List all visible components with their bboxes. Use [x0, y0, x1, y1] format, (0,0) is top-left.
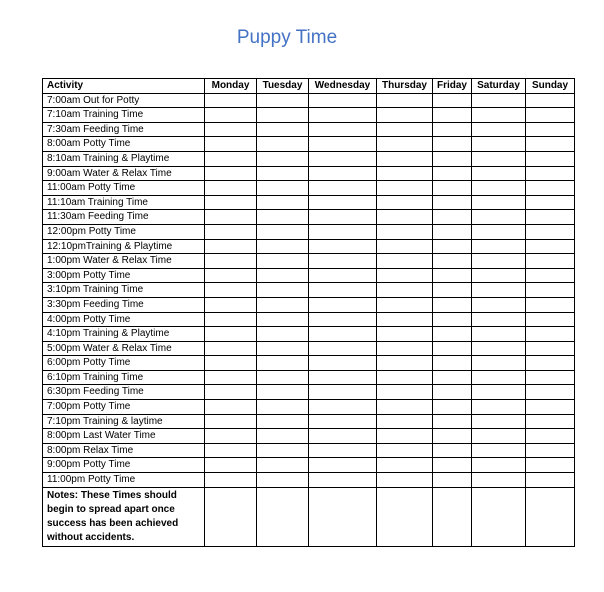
day-cell[interactable] — [433, 370, 472, 385]
day-header-thursday: Thursday — [377, 79, 433, 94]
day-cell[interactable] — [433, 443, 472, 458]
day-cell[interactable] — [257, 429, 309, 444]
day-cell[interactable] — [472, 195, 526, 210]
day-cell[interactable] — [257, 210, 309, 225]
day-cell[interactable] — [433, 93, 472, 108]
activity-cell: 12:00pm Potty Time — [43, 224, 205, 239]
schedule-table — [42, 78, 575, 547]
day-cell[interactable] — [433, 400, 472, 415]
day-cell[interactable] — [205, 254, 257, 269]
day-cell[interactable] — [309, 370, 377, 385]
day-cell[interactable] — [377, 224, 433, 239]
activity-cell: 11:00pm Potty Time — [43, 473, 205, 488]
day-cell[interactable] — [526, 254, 575, 269]
day-cell[interactable] — [257, 385, 309, 400]
activity-cell: 6:00pm Potty Time — [43, 356, 205, 371]
day-cell[interactable] — [257, 195, 309, 210]
day-cell[interactable] — [205, 341, 257, 356]
day-cell[interactable] — [433, 414, 472, 429]
day-cell[interactable] — [309, 151, 377, 166]
day-cell[interactable] — [377, 312, 433, 327]
day-cell[interactable] — [433, 166, 472, 181]
day-cell[interactable] — [526, 137, 575, 152]
day-cell[interactable] — [309, 268, 377, 283]
day-cell[interactable] — [205, 137, 257, 152]
day-cell[interactable] — [472, 254, 526, 269]
day-cell[interactable] — [257, 93, 309, 108]
activity-cell: 8:00am Potty Time — [43, 137, 205, 152]
day-header-friday: Friday — [433, 79, 472, 94]
day-cell[interactable] — [309, 487, 377, 546]
day-cell[interactable] — [309, 473, 377, 488]
day-cell[interactable] — [526, 487, 575, 546]
day-cell[interactable] — [309, 327, 377, 342]
day-cell[interactable] — [205, 108, 257, 123]
day-cell[interactable] — [309, 239, 377, 254]
day-header-wednesday: Wednesday — [309, 79, 377, 94]
table-row — [43, 385, 575, 400]
day-cell[interactable] — [377, 239, 433, 254]
day-cell[interactable] — [257, 341, 309, 356]
day-cell[interactable] — [526, 195, 575, 210]
table-row — [43, 181, 575, 196]
day-cell[interactable] — [257, 327, 309, 342]
table-row — [43, 429, 575, 444]
day-cell[interactable] — [309, 195, 377, 210]
day-cell[interactable] — [205, 356, 257, 371]
day-cell[interactable] — [526, 108, 575, 123]
table-row — [43, 458, 575, 473]
day-cell[interactable] — [433, 385, 472, 400]
day-cell[interactable] — [433, 151, 472, 166]
day-cell[interactable] — [433, 239, 472, 254]
day-cell[interactable] — [433, 283, 472, 298]
day-cell[interactable] — [257, 239, 309, 254]
day-cell[interactable] — [309, 312, 377, 327]
day-cell[interactable] — [377, 151, 433, 166]
day-cell[interactable] — [377, 108, 433, 123]
day-cell[interactable] — [433, 254, 472, 269]
day-cell[interactable] — [377, 458, 433, 473]
day-cell[interactable] — [257, 458, 309, 473]
day-cell[interactable] — [309, 122, 377, 137]
day-cell[interactable] — [472, 239, 526, 254]
day-cell[interactable] — [526, 414, 575, 429]
day-cell[interactable] — [526, 166, 575, 181]
day-cell[interactable] — [205, 312, 257, 327]
activity-cell: 8:00pm Last Water Time — [43, 429, 205, 444]
activity-cell: 9:00pm Potty Time — [43, 458, 205, 473]
day-cell[interactable] — [472, 429, 526, 444]
day-cell[interactable] — [205, 327, 257, 342]
day-cell[interactable] — [526, 473, 575, 488]
day-cell[interactable] — [257, 137, 309, 152]
day-cell[interactable] — [433, 312, 472, 327]
activity-cell: 3:00pm Potty Time — [43, 268, 205, 283]
day-cell[interactable] — [205, 370, 257, 385]
day-cell[interactable] — [526, 93, 575, 108]
day-cell[interactable] — [309, 137, 377, 152]
day-cell[interactable] — [526, 297, 575, 312]
day-cell[interactable] — [205, 414, 257, 429]
day-cell[interactable] — [205, 283, 257, 298]
table-row — [43, 370, 575, 385]
day-cell[interactable] — [309, 356, 377, 371]
activity-cell: 7:00pm Potty Time — [43, 400, 205, 415]
day-cell[interactable] — [526, 224, 575, 239]
day-cell[interactable] — [433, 487, 472, 546]
day-cell[interactable] — [472, 385, 526, 400]
table-row — [43, 414, 575, 429]
day-cell[interactable] — [472, 181, 526, 196]
day-cell[interactable] — [205, 151, 257, 166]
day-cell[interactable] — [377, 297, 433, 312]
day-cell[interactable] — [433, 341, 472, 356]
day-cell[interactable] — [377, 356, 433, 371]
table-row — [43, 297, 575, 312]
activity-cell: 7:00am Out for Potty — [43, 93, 205, 108]
day-cell[interactable] — [472, 327, 526, 342]
day-cell[interactable] — [257, 254, 309, 269]
day-cell[interactable] — [257, 297, 309, 312]
day-cell[interactable] — [257, 414, 309, 429]
day-cell[interactable] — [472, 414, 526, 429]
day-cell[interactable] — [526, 283, 575, 298]
day-cell[interactable] — [433, 210, 472, 225]
table-row — [43, 122, 575, 137]
day-cell[interactable] — [205, 385, 257, 400]
day-cell[interactable] — [526, 400, 575, 415]
schedule-body — [43, 93, 575, 546]
day-cell[interactable] — [526, 122, 575, 137]
day-cell[interactable] — [257, 108, 309, 123]
day-cell[interactable] — [433, 268, 472, 283]
day-cell[interactable] — [377, 166, 433, 181]
day-cell[interactable] — [205, 429, 257, 444]
table-row — [43, 327, 575, 342]
activity-cell: 11:00am Potty Time — [43, 181, 205, 196]
table-row — [43, 341, 575, 356]
activity-cell: 4:00pm Potty Time — [43, 312, 205, 327]
table-row — [43, 356, 575, 371]
day-cell[interactable] — [526, 385, 575, 400]
day-header-sunday: Sunday — [526, 79, 575, 94]
day-cell[interactable] — [257, 283, 309, 298]
day-cell[interactable] — [526, 268, 575, 283]
table-row — [43, 254, 575, 269]
day-cell[interactable] — [377, 93, 433, 108]
table-row — [43, 400, 575, 415]
table-row — [43, 312, 575, 327]
day-cell[interactable] — [526, 181, 575, 196]
notes-cell: Notes: These Times should begin to spread apart once success has been achieved without accidents. — [43, 487, 205, 546]
day-cell[interactable] — [257, 151, 309, 166]
day-cell[interactable] — [205, 210, 257, 225]
day-cell[interactable] — [526, 356, 575, 371]
activity-cell: 4:10pm Training & Playtime — [43, 327, 205, 342]
day-cell[interactable] — [472, 473, 526, 488]
day-cell[interactable] — [309, 108, 377, 123]
day-cell[interactable] — [472, 370, 526, 385]
day-cell[interactable] — [377, 195, 433, 210]
day-header-tuesday: Tuesday — [257, 79, 309, 94]
day-cell[interactable] — [257, 268, 309, 283]
day-cell[interactable] — [433, 327, 472, 342]
activity-cell: 8:00pm Relax Time — [43, 443, 205, 458]
day-cell[interactable] — [205, 297, 257, 312]
day-cell[interactable] — [433, 458, 472, 473]
day-cell[interactable] — [205, 443, 257, 458]
day-cell[interactable] — [526, 458, 575, 473]
day-cell[interactable] — [472, 93, 526, 108]
day-cell[interactable] — [472, 458, 526, 473]
day-cell[interactable] — [472, 341, 526, 356]
day-cell[interactable] — [257, 224, 309, 239]
day-cell[interactable] — [472, 137, 526, 152]
day-cell[interactable] — [472, 487, 526, 546]
table-row — [43, 239, 575, 254]
table-row — [43, 210, 575, 225]
day-cell[interactable] — [377, 137, 433, 152]
day-cell[interactable] — [309, 224, 377, 239]
table-row — [43, 137, 575, 152]
day-cell[interactable] — [309, 341, 377, 356]
table-row — [43, 151, 575, 166]
day-cell[interactable] — [309, 283, 377, 298]
page-title: Puppy Time — [236, 27, 338, 48]
day-cell[interactable] — [472, 443, 526, 458]
activity-cell: 6:30pm Feeding Time — [43, 385, 205, 400]
day-cell[interactable] — [309, 254, 377, 269]
day-cell[interactable] — [257, 122, 309, 137]
day-cell[interactable] — [526, 370, 575, 385]
day-cell[interactable] — [257, 166, 309, 181]
day-cell[interactable] — [472, 283, 526, 298]
day-cell[interactable] — [472, 297, 526, 312]
day-cell[interactable] — [257, 487, 309, 546]
day-cell[interactable] — [472, 108, 526, 123]
activity-cell: 3:30pm Feeding Time — [43, 297, 205, 312]
activity-cell: 11:10am Training Time — [43, 195, 205, 210]
day-cell[interactable] — [309, 400, 377, 415]
table-row — [43, 108, 575, 123]
day-cell[interactable] — [205, 224, 257, 239]
day-cell[interactable] — [526, 239, 575, 254]
day-cell[interactable] — [377, 122, 433, 137]
day-cell[interactable] — [472, 356, 526, 371]
day-cell[interactable] — [377, 210, 433, 225]
day-cell[interactable] — [433, 429, 472, 444]
day-cell[interactable] — [377, 414, 433, 429]
day-cell[interactable] — [377, 385, 433, 400]
day-cell[interactable] — [433, 137, 472, 152]
day-cell[interactable] — [309, 166, 377, 181]
day-cell[interactable] — [205, 122, 257, 137]
day-cell[interactable] — [526, 341, 575, 356]
day-cell[interactable] — [309, 414, 377, 429]
day-cell[interactable] — [472, 400, 526, 415]
day-cell[interactable] — [433, 356, 472, 371]
day-cell[interactable] — [472, 268, 526, 283]
day-cell[interactable] — [205, 458, 257, 473]
day-header-saturday: Saturday — [472, 79, 526, 94]
day-cell[interactable] — [472, 312, 526, 327]
activity-cell: 8:10am Training & Playtime — [43, 151, 205, 166]
day-cell[interactable] — [205, 239, 257, 254]
activity-cell: 7:10am Training Time — [43, 108, 205, 123]
table-row — [43, 93, 575, 108]
day-cell[interactable] — [377, 181, 433, 196]
table-row — [43, 224, 575, 239]
day-cell[interactable] — [309, 93, 377, 108]
day-cell[interactable] — [205, 473, 257, 488]
day-cell[interactable] — [309, 297, 377, 312]
day-cell[interactable] — [433, 122, 472, 137]
header-row — [43, 79, 575, 94]
table-row — [43, 473, 575, 488]
table-row — [43, 283, 575, 298]
day-cell[interactable] — [526, 443, 575, 458]
day-cell[interactable] — [433, 181, 472, 196]
day-header-monday: Monday — [205, 79, 257, 94]
activity-cell: 11:30am Feeding Time — [43, 210, 205, 225]
day-cell[interactable] — [377, 254, 433, 269]
day-cell[interactable] — [205, 166, 257, 181]
activity-cell: 7:30am Feeding Time — [43, 122, 205, 137]
day-cell[interactable] — [526, 312, 575, 327]
day-cell[interactable] — [433, 224, 472, 239]
day-cell[interactable] — [205, 487, 257, 546]
day-cell[interactable] — [377, 268, 433, 283]
day-cell[interactable] — [257, 356, 309, 371]
day-cell[interactable] — [526, 327, 575, 342]
day-cell[interactable] — [205, 268, 257, 283]
day-cell[interactable] — [472, 151, 526, 166]
day-cell[interactable] — [472, 122, 526, 137]
day-cell[interactable] — [377, 341, 433, 356]
day-cell[interactable] — [257, 181, 309, 196]
day-cell[interactable] — [257, 443, 309, 458]
table-row — [43, 268, 575, 283]
day-cell[interactable] — [433, 108, 472, 123]
day-cell[interactable] — [205, 93, 257, 108]
day-cell[interactable] — [377, 327, 433, 342]
day-cell[interactable] — [526, 210, 575, 225]
day-cell[interactable] — [433, 195, 472, 210]
day-cell[interactable] — [257, 370, 309, 385]
day-cell[interactable] — [309, 458, 377, 473]
day-cell[interactable] — [205, 195, 257, 210]
day-cell[interactable] — [526, 151, 575, 166]
day-cell[interactable] — [377, 443, 433, 458]
day-cell[interactable] — [205, 400, 257, 415]
activity-cell: 12:10pmTraining & Playtime — [43, 239, 205, 254]
day-cell[interactable] — [309, 429, 377, 444]
day-cell[interactable] — [526, 429, 575, 444]
day-cell[interactable] — [472, 166, 526, 181]
day-cell[interactable] — [377, 487, 433, 546]
activity-cell: 5:00pm Water & Relax Time — [43, 341, 205, 356]
day-cell[interactable] — [257, 400, 309, 415]
day-cell[interactable] — [257, 473, 309, 488]
day-cell[interactable] — [433, 297, 472, 312]
activity-cell: 9:00am Water & Relax Time — [43, 166, 205, 181]
day-cell[interactable] — [377, 370, 433, 385]
day-cell[interactable] — [377, 283, 433, 298]
day-cell[interactable] — [309, 210, 377, 225]
table-row — [43, 443, 575, 458]
day-cell[interactable] — [472, 224, 526, 239]
activity-cell: 7:10pm Training & laytime — [43, 414, 205, 429]
activity-header: Activity — [43, 79, 205, 94]
day-cell[interactable] — [377, 429, 433, 444]
day-cell[interactable] — [257, 312, 309, 327]
day-cell[interactable] — [309, 443, 377, 458]
day-cell[interactable] — [309, 385, 377, 400]
day-cell[interactable] — [205, 181, 257, 196]
day-cell[interactable] — [377, 400, 433, 415]
day-cell[interactable] — [309, 181, 377, 196]
day-cell[interactable] — [377, 473, 433, 488]
table-row — [43, 166, 575, 181]
day-cell[interactable] — [433, 473, 472, 488]
activity-cell: 6:10pm Training Time — [43, 370, 205, 385]
activity-cell: 1:00pm Water & Relax Time — [43, 254, 205, 269]
notes-row — [43, 487, 575, 546]
day-cell[interactable] — [472, 210, 526, 225]
table-row — [43, 195, 575, 210]
activity-cell: 3:10pm Training Time — [43, 283, 205, 298]
